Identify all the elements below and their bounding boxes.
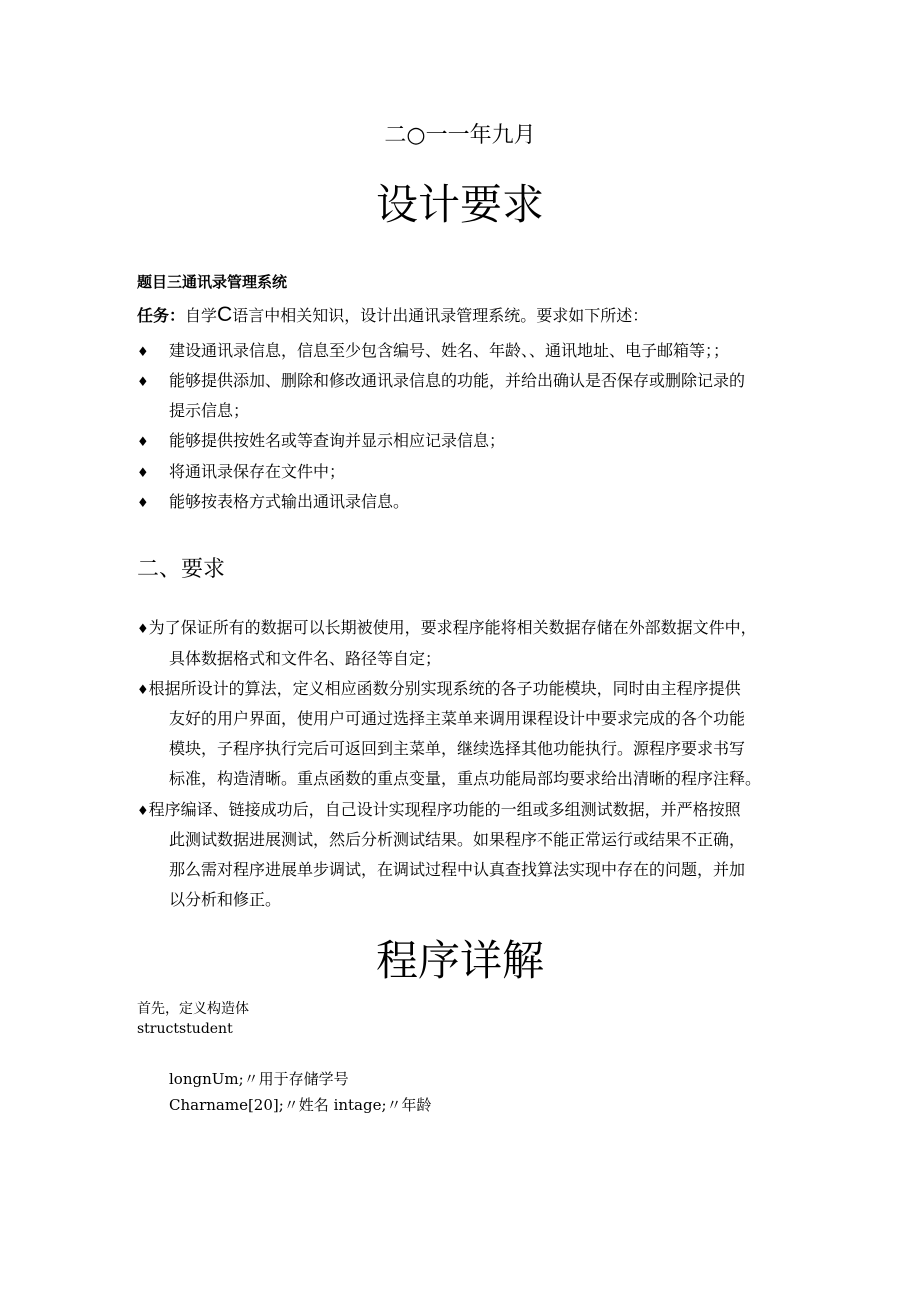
bullet-item: ♦ 能够提供添加、删除和修改通讯录信息的功能，并给出确认是否保存或删除记录的 [137,371,746,390]
struct-declaration: structstudent [137,1021,233,1037]
bullet-item: ♦ 能够按表格方式输出通讯录信息。 [137,492,410,511]
requirement-paragraph: ♦程序编译、链接成功后，自己设计实现程序功能的一组或多组测试数据，并严格按照 [137,800,741,819]
requirement-line: 模块，子程序执行完后可返回到主菜单，继续选择其他功能执行。源程序要求书写 [169,739,746,758]
requirement-paragraph: ♦根据所设计的算法，定义相应函数分别实现系统的各子功能模块，同时由主程序提供 [137,679,741,698]
program-details-heading: 程序详解 [375,936,544,985]
task-label: 任务： [137,306,186,325]
diamond-bullet-icon: ♦ [137,804,149,819]
task-line [137,303,648,327]
bullet-item: ♦ 建设通讯录信息，信息至少包含编号、姓名、年龄、、通讯地址、电子邮箱等；； [137,341,730,360]
section-2-heading: 二、要求 [137,557,226,582]
requirement-line: 以分析和修正。 [169,890,282,909]
task-text-pre: 自学 [185,306,218,325]
diamond-bullet-icon: ♦ [137,496,149,511]
bullet-item-continuation: 提示信息； [169,401,250,420]
requirement-line: 标准，构造清晰。重点函数的重点变量，重点功能局部均要求给出清晰的程序注释。 [169,769,762,788]
diamond-bullet-icon: ♦ [137,466,149,481]
diamond-bullet-icon: ♦ [137,683,149,698]
task-c-letter: C [217,303,233,326]
requirement-paragraph: ♦为了保证所有的数据可以长期被使用，要求程序能将相关数据存储在外部数据文件中， [137,618,757,637]
diamond-bullet-icon: ♦ [137,345,149,360]
topic-title: 题目三通讯录管理系统 [137,273,288,291]
requirement-line: 具体数据格式和文件名、路径等自定； [169,649,442,668]
requirement-line: 友好的用户界面，使用户可通过选择主菜单来调用课程设计中要求完成的各个功能 [169,709,746,728]
code-line: longnUm;〃用于存储学号 [169,1070,349,1088]
diamond-bullet-icon: ♦ [137,435,149,450]
bullet-item: ♦ 将通讯录保存在文件中； [137,462,346,481]
requirement-line: 此测试数据进展测试，然后分析测试结果。如果程序不能正常运行或结果不正确， [169,830,746,849]
document-date: 二○一一年九月 [384,123,536,148]
task-text-post: 语言中相关知识，设计出通讯录管理系统。要求如下所述： [232,306,649,325]
diamond-bullet-icon: ♦ [137,622,149,637]
requirement-line: 那么需对程序进展单步调试，在调试过程中认真查找算法实现中存在的问题，并加 [169,860,746,879]
diamond-bullet-icon: ♦ [137,375,149,390]
bullet-item: ♦ 能够提供按姓名或等查询并显示相应记录信息； [137,431,506,450]
design-requirements-heading: 设计要求 [375,180,544,229]
intro-text: 首先，定义构造体 [137,1001,249,1017]
code-line: Charname[20];〃姓名 intage;〃年龄 [169,1096,432,1114]
